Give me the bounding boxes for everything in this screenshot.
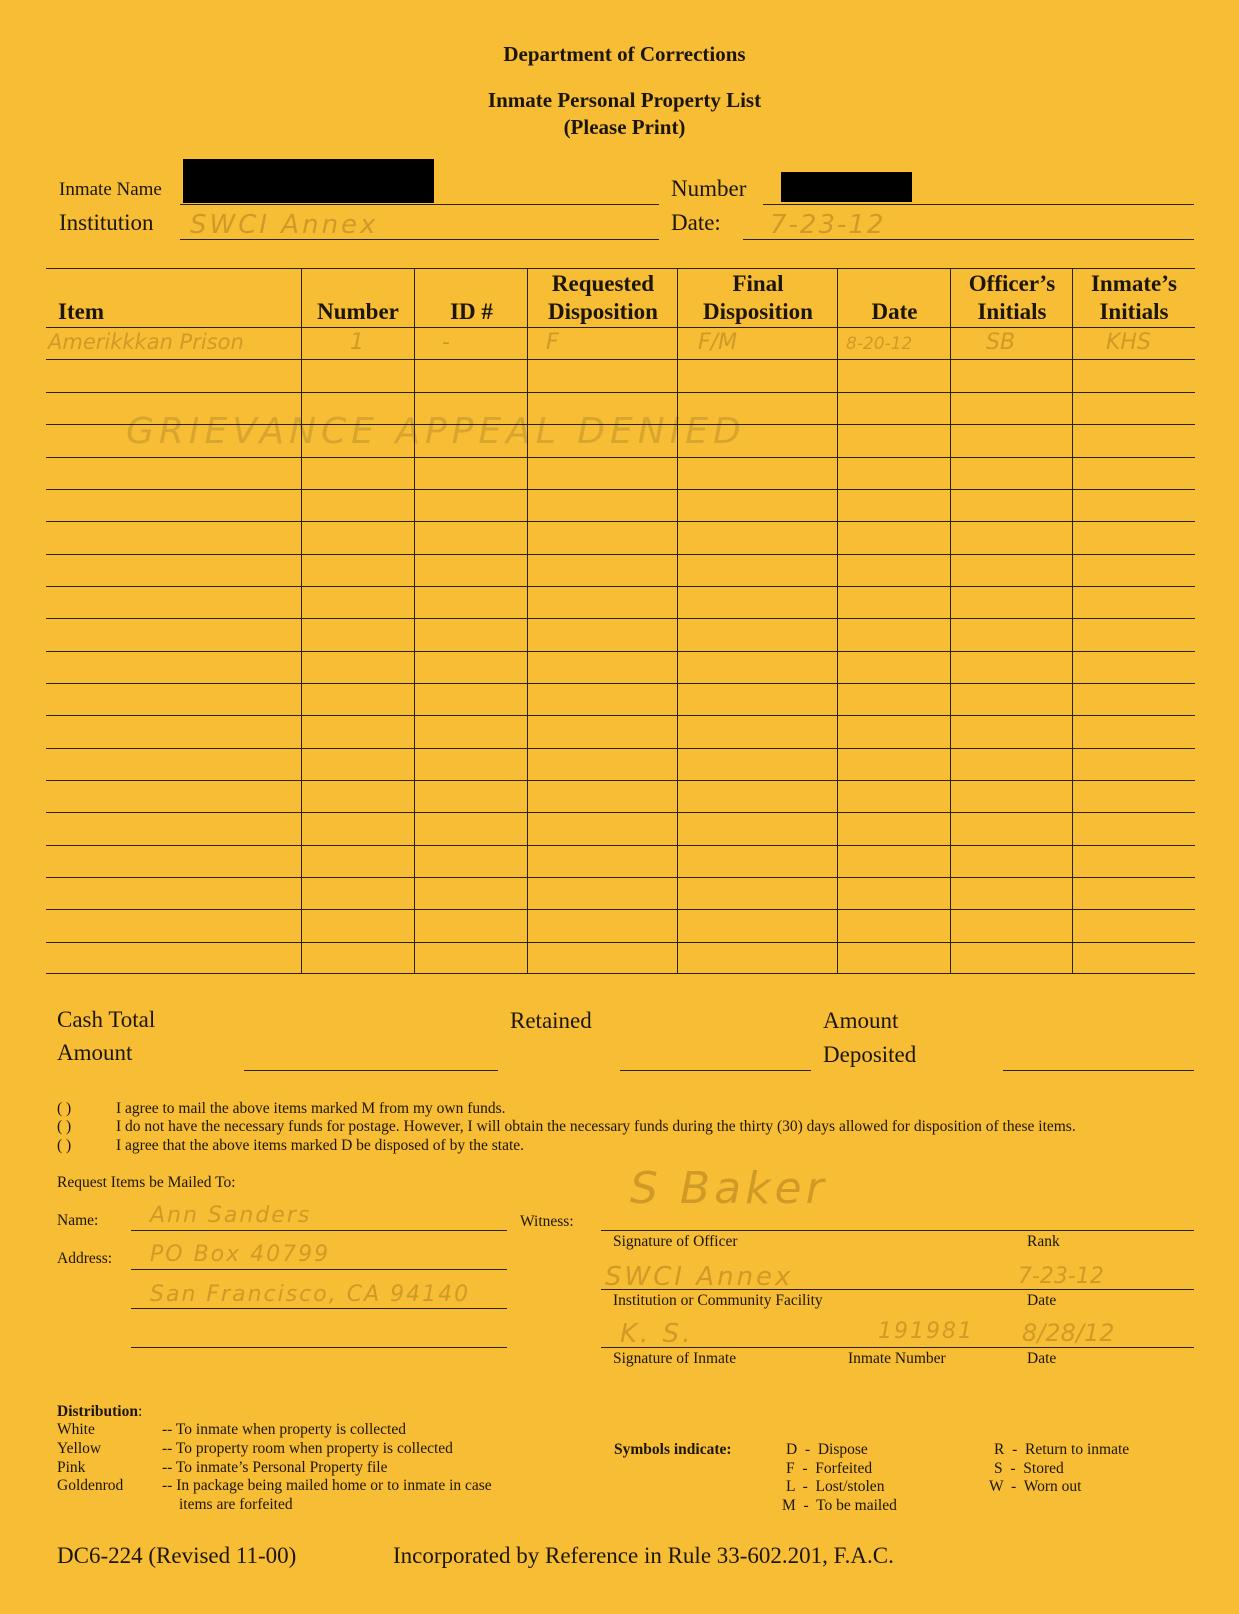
retained-field[interactable] bbox=[620, 1070, 811, 1071]
signature-officer-label: Signature of Officer bbox=[613, 1233, 738, 1250]
option3-text: I agree that the above items marked D be disposed of by the state. bbox=[116, 1137, 525, 1154]
witness-label: Witness: bbox=[520, 1213, 574, 1230]
symbol-worn-out: W - Worn out bbox=[989, 1478, 1082, 1495]
mail-address-label: Address: bbox=[57, 1250, 113, 1267]
inmate-name-label: Inmate Name bbox=[59, 179, 162, 200]
mail-to-heading: Request Items be Mailed To: bbox=[57, 1174, 236, 1191]
inmate-number-value: 191981 bbox=[878, 1319, 974, 1344]
property-table bbox=[46, 268, 1195, 974]
inmate-date-value: 8/28/12 bbox=[1022, 1319, 1115, 1347]
department-title: Department of Corrections bbox=[503, 42, 746, 66]
amount-deposited-label-1: Amount bbox=[823, 1008, 899, 1033]
symbol-lost-stolen: L - Lost/stolen bbox=[786, 1478, 885, 1495]
cash-total-label-2: Amount bbox=[57, 1040, 133, 1065]
row-final: F/M bbox=[698, 330, 738, 355]
header-requested-disposition: Requested Disposition bbox=[548, 271, 658, 324]
symbol-return-to-inmate: R - Return to inmate bbox=[994, 1441, 1130, 1458]
mail-name-field[interactable] bbox=[131, 1230, 507, 1231]
header-final-disposition: Final Disposition bbox=[703, 271, 813, 324]
amount-deposited-label-2: Deposited bbox=[823, 1042, 917, 1067]
symbol-dispose: D - Dispose bbox=[786, 1441, 868, 1458]
cash-total-label-1: Cash Total bbox=[57, 1007, 156, 1032]
officer-signature-field[interactable] bbox=[601, 1230, 1194, 1231]
cash-total-field[interactable] bbox=[244, 1070, 498, 1071]
mail-address-field-3[interactable] bbox=[131, 1347, 507, 1348]
rank-label: Rank bbox=[1027, 1233, 1060, 1250]
distribution-desc-pink: -- To inmate’s Personal Property file bbox=[162, 1459, 388, 1476]
inmate-signature-field[interactable] bbox=[601, 1347, 1194, 1348]
form-number: DC6-224 (Revised 11-00) bbox=[57, 1543, 297, 1568]
mail-address-line2: San Francisco, CA 94140 bbox=[150, 1282, 471, 1307]
option2-text: I do not have the necessary funds for postage. However, I will obtain the necessary funds during the thirty (30) days allowed for disposition of these items. bbox=[116, 1118, 1076, 1135]
date-label: Date: bbox=[671, 210, 721, 235]
row-inmate: KHS bbox=[1106, 330, 1151, 355]
symbol-to-be-mailed: M - To be mailed bbox=[782, 1497, 897, 1514]
option2-checkbox[interactable]: ( ) bbox=[57, 1118, 72, 1135]
header-id: ID # bbox=[450, 299, 493, 324]
number-label: Number bbox=[671, 176, 747, 201]
distribution-desc-goldenrod: -- In package being mailed home or to inmate in case bbox=[162, 1477, 492, 1494]
mail-address-line1: PO Box 40799 bbox=[150, 1242, 331, 1267]
inmate-number-label: Inmate Number bbox=[848, 1350, 946, 1367]
row-requested: F bbox=[546, 330, 559, 355]
symbol-forfeited: F - Forfeited bbox=[786, 1460, 873, 1477]
header-inmates-initials: Inmate’s Initials bbox=[1090, 271, 1178, 324]
institution-label: Institution bbox=[59, 210, 154, 235]
row-item: Amerikkkan Prison bbox=[48, 330, 244, 354]
number-field[interactable] bbox=[763, 204, 1194, 205]
inmate-date-label: Date bbox=[1027, 1350, 1057, 1367]
row-number: 1 bbox=[350, 330, 364, 355]
date-field[interactable] bbox=[743, 239, 1194, 240]
redacted-inmate-name bbox=[183, 159, 434, 203]
option1-text: I agree to mail the above items marked M from my own funds. bbox=[116, 1100, 506, 1117]
distribution-color-pink: Pink bbox=[57, 1459, 86, 1476]
row-id: - bbox=[442, 330, 450, 355]
distribution-heading: Distribution: bbox=[57, 1403, 143, 1420]
distribution-color-white: White bbox=[57, 1421, 95, 1438]
table-row[interactable] bbox=[46, 328, 1195, 360]
mail-name-label: Name: bbox=[57, 1212, 99, 1229]
facility-field[interactable] bbox=[601, 1289, 1194, 1290]
officer-signature-value: S Baker bbox=[630, 1163, 828, 1214]
distribution-color-goldenrod: Goldenrod bbox=[57, 1477, 124, 1494]
symbols-heading: Symbols indicate: bbox=[614, 1441, 732, 1458]
date-value: 7-23-12 bbox=[770, 210, 886, 240]
facility-value: SWCI Annex bbox=[605, 1262, 794, 1292]
facility-date-value: 7-23-12 bbox=[1018, 1264, 1104, 1289]
header-date: Date bbox=[871, 299, 918, 324]
mail-address-field-1[interactable] bbox=[131, 1269, 507, 1270]
mail-name-value: Ann Sanders bbox=[150, 1203, 312, 1228]
header-item: Item bbox=[58, 299, 104, 324]
inmate-name-field[interactable] bbox=[180, 204, 659, 205]
distribution-desc-yellow: -- To property room when property is collected bbox=[162, 1440, 453, 1457]
header-number: Number bbox=[317, 299, 399, 324]
header-officers-initials: Officer’s Initials bbox=[968, 271, 1056, 324]
option1-checkbox[interactable]: ( ) bbox=[57, 1100, 72, 1117]
option3-checkbox[interactable]: ( ) bbox=[57, 1137, 72, 1154]
signature-inmate-label: Signature of Inmate bbox=[613, 1350, 737, 1367]
form-title: Inmate Personal Property List bbox=[487, 88, 762, 112]
redacted-inmate-number bbox=[781, 172, 912, 202]
row-officer: SB bbox=[986, 330, 1016, 355]
form-subtitle: (Please Print) bbox=[563, 115, 686, 139]
distribution-continuation: items are forfeited bbox=[179, 1496, 293, 1513]
distribution-color-yellow: Yellow bbox=[57, 1440, 102, 1457]
grievance-annotation: GRIEVANCE APPEAL DENIED bbox=[126, 411, 746, 452]
institution-facility-label: Institution or Community Facility bbox=[613, 1292, 823, 1309]
rule-reference: Incorporated by Reference in Rule 33-602.201, F.A.C. bbox=[393, 1543, 894, 1568]
retained-label: Retained bbox=[510, 1008, 592, 1033]
amount-deposited-field[interactable] bbox=[1003, 1070, 1194, 1071]
inmate-signature-value: K. S. bbox=[620, 1319, 694, 1349]
institution-field[interactable] bbox=[180, 239, 659, 240]
row-date: 8-20-12 bbox=[846, 334, 913, 354]
facility-date-label: Date bbox=[1027, 1292, 1057, 1309]
institution-value: SWCI Annex bbox=[190, 210, 379, 240]
mail-address-field-2[interactable] bbox=[131, 1308, 507, 1309]
symbol-stored: S - Stored bbox=[994, 1460, 1064, 1477]
distribution-desc-white: -- To inmate when property is collected bbox=[162, 1421, 406, 1438]
